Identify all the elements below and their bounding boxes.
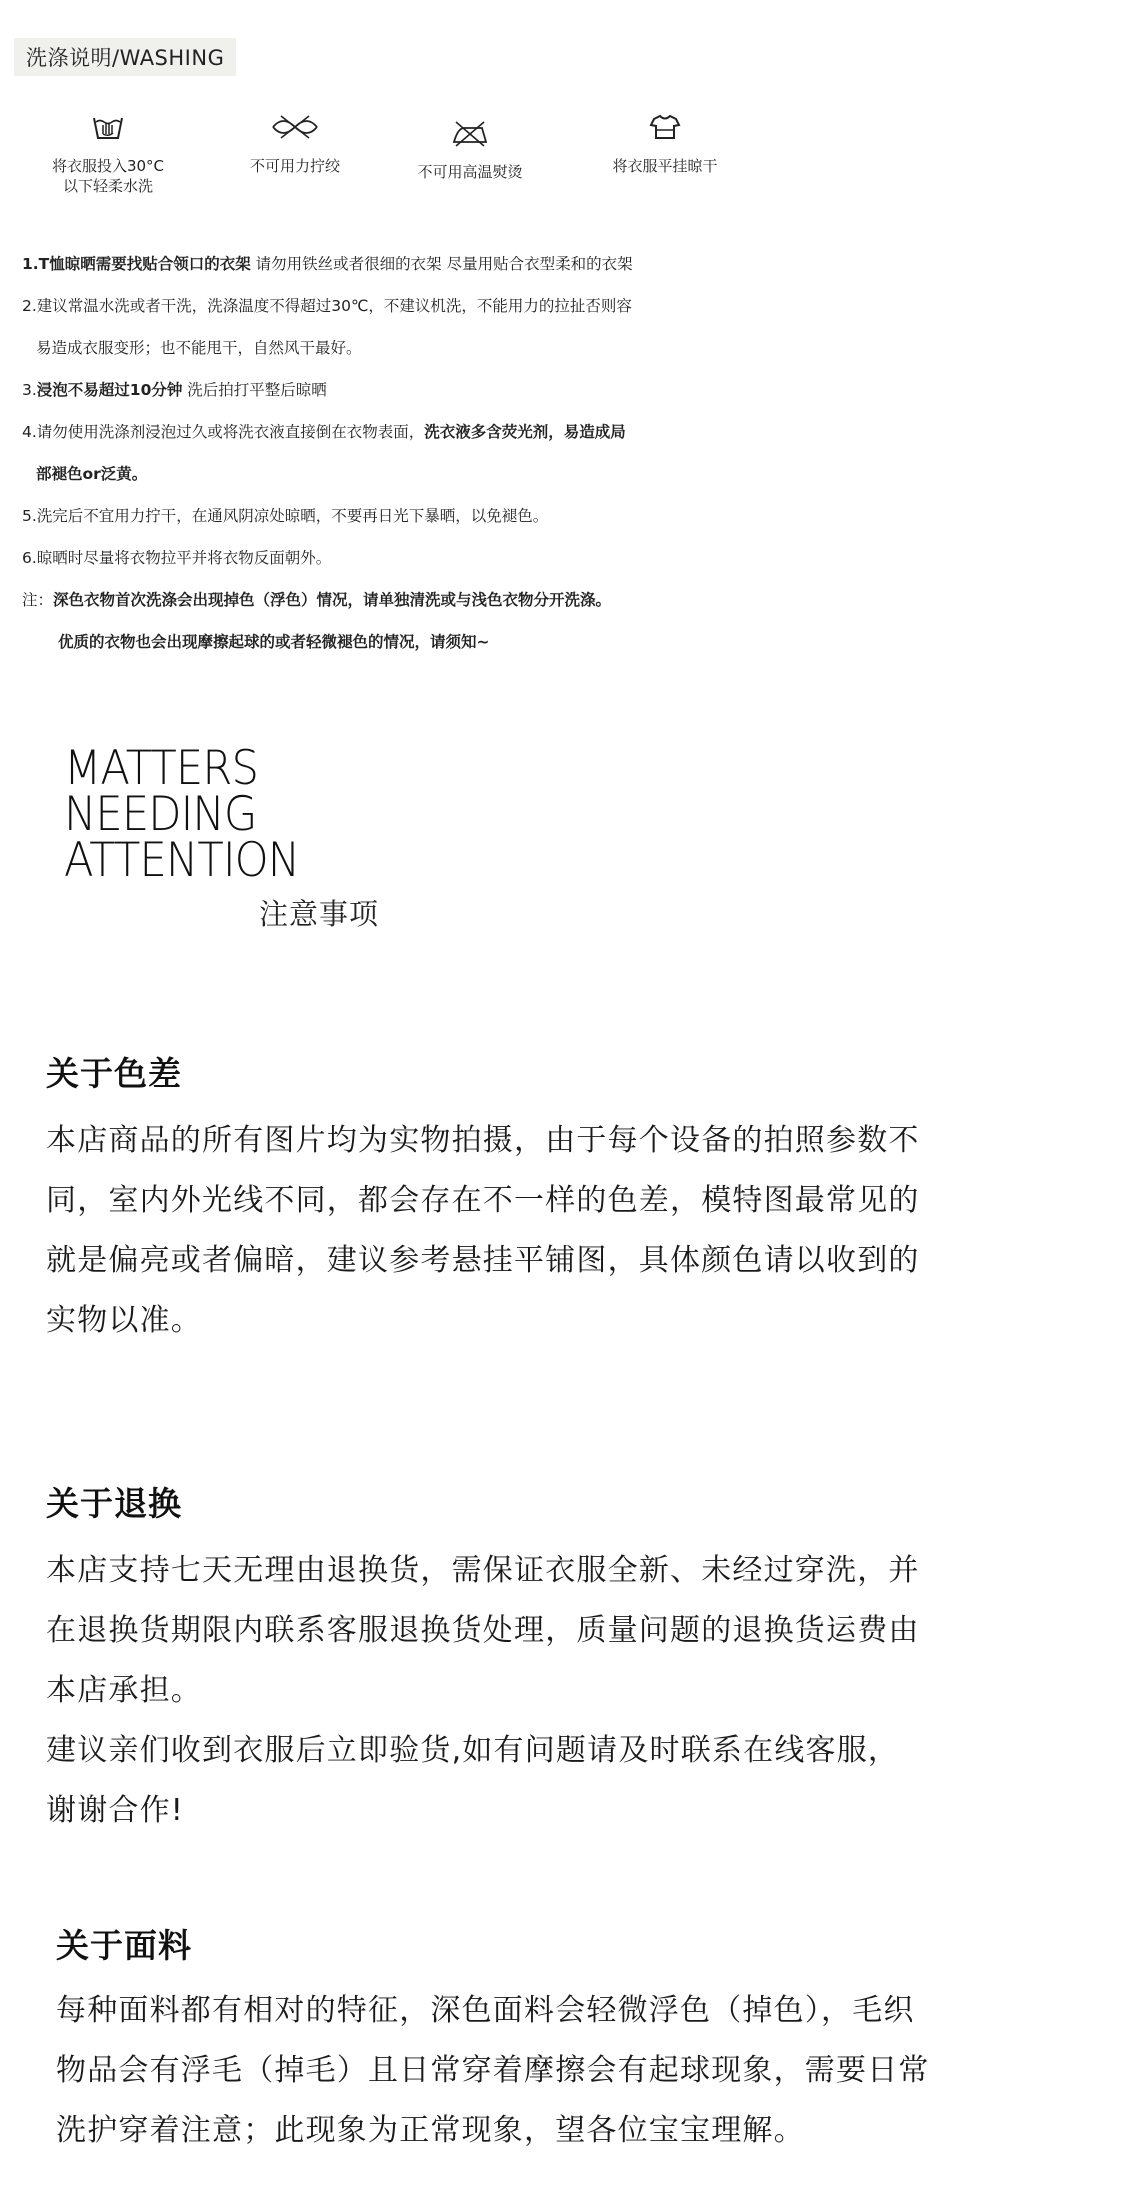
washing-header: 洗涤说明/WASHING [14,38,236,76]
rule-3-number: 3. [22,381,37,399]
care-item-hand-wash [38,112,178,196]
paragraph-line: 本店支持七天无理由退换货，需保证衣服全新、未经过穿洗，并 [46,1553,920,1588]
rule-4-bold: 洗衣液多含荧光剂，易造成局 [424,423,626,441]
care-label-line: 以下轻柔水洗 [62,177,153,195]
care-item-no-iron [390,118,550,182]
matters-needing-attention-title [64,741,484,931]
do-not-iron-icon [448,118,492,148]
care-label-no-iron [390,162,550,182]
section-paragraph [46,1111,1046,1351]
care-icons-row [0,112,760,222]
do-not-wring-icon [269,112,321,142]
note-2-bold: 优质的衣物也会出现摩擦起球的或者轻微褪色的情况，请须知~ [58,633,490,651]
rule-2-cont: 易造成衣服变形；也不能甩干，自然风干最好。 [36,339,362,357]
care-item-no-wring [215,112,375,176]
care-label-hand-wash [38,156,178,196]
rule-2: 2.建议常温水洗或者干洗，洗涤温度不得超过30℃，不建议机洗，不能用力的拉扯否则容 [22,297,632,315]
rule-4 [22,422,626,442]
paragraph-line: 谢谢合作! [46,1793,185,1828]
paragraph-line: 建议亲们收到衣服后立即验货,如有问题请及时联系在线客服， [46,1733,900,1768]
matters-line-2: NEEDING [64,787,257,842]
care-label-line: 不可用力拧绞 [249,157,340,175]
section-color-difference [46,1048,1046,1351]
paragraph-line: 实物以准。 [46,1303,202,1338]
note-prefix: 注： [22,591,54,609]
paragraph-line: 本店商品的所有图片均为实物拍摄，由于每个设备的拍照参数不 [46,1123,920,1158]
hand-wash-icon [91,112,125,142]
section-fabric [56,1920,1056,2161]
paragraph-line: 洗护穿着注意；此现象为正常现象，望各位宝宝理解。 [56,2113,805,2148]
care-label-line: 不可用高温熨烫 [417,163,523,181]
section-title: 关于退换 [46,1484,182,1523]
matters-line-1: MATTERS [64,741,258,796]
matters-subtitle: 注意事项 [259,897,380,931]
rule-5: 5.洗完后不宜用力拧干，在通风阴凉处晾晒，不要再日光下暴晒，以免褪色。 [22,507,549,525]
care-label-line: 将衣服平挂晾干 [612,157,718,175]
section-paragraph [46,1541,1046,1841]
section-title: 关于色差 [46,1054,182,1093]
care-label-dry-flat [575,156,755,176]
rule-1-bold: 1.T恤晾晒需要找贴合领口的衣架 [22,255,251,273]
section-title: 关于面料 [56,1926,192,1965]
rule-6: 6.晾晒时尽量将衣物拉平并将衣物反面朝外。 [22,549,332,567]
rule-1 [22,254,633,274]
note-2 [58,632,490,652]
paragraph-line: 在退换货期限内联系客服退换货处理，质量问题的退换货运费由 [46,1613,920,1648]
rule-3-text: 洗后拍打平整后晾晒 [182,381,327,399]
rule-4-cont [36,464,147,484]
care-item-dry-flat [575,112,755,176]
dry-flat-icon [648,112,682,142]
rule-4-cont-bold: 部褪色or泛黄。 [36,465,148,483]
matters-line-3: ATTENTION [64,833,300,888]
section-returns [46,1478,1046,1841]
rule-1-text: 请勿用铁丝或者很细的衣架 尽量用贴合衣型柔和的衣架 [250,255,633,273]
paragraph-line: 本店承担。 [46,1673,202,1708]
rule-3-bold: 浸泡不易超过10分钟 [36,381,183,399]
section-paragraph [56,1981,1056,2161]
paragraph-line: 同，室内外光线不同，都会存在不一样的色差，模特图最常见的 [46,1183,920,1218]
note-1 [22,590,611,610]
paragraph-line: 物品会有浮毛（掉毛）且日常穿着摩擦会有起球现象，需要日常 [56,2053,930,2088]
paragraph-line: 每种面料都有相对的特征，深色面料会轻微浮色（掉色），毛织 [56,1993,915,2028]
rule-4-text: 4.请勿使用洗涤剂浸泡过久或将洗衣液直接倒在衣物表面， [22,423,425,441]
paragraph-line: 就是偏亮或者偏暗，建议参考悬挂平铺图，具体颜色请以收到的 [46,1243,920,1278]
note-1-bold: 深色衣物首次洗涤会出现掉色（浮色）情况，请单独清洗或与浅色衣物分开洗涤。 [53,591,612,609]
rule-3 [22,380,327,400]
care-label-line: 将衣服投入30°C [51,157,165,175]
care-label-no-wring [215,156,375,176]
